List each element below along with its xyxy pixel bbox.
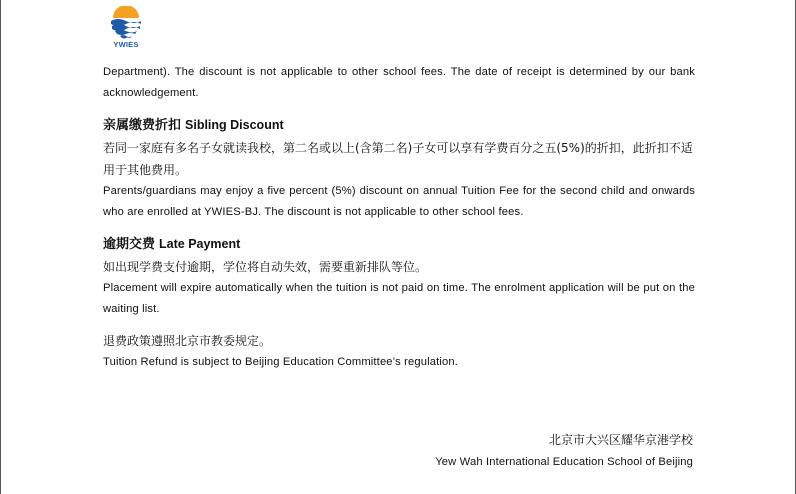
document-body (103, 62, 695, 373)
sibling-discount-heading (103, 114, 695, 137)
late-body-zh: 如出现学费支付逾期，学位将自动失效，需要重新排队等位。 (103, 260, 428, 274)
late-heading-en: Late Payment (159, 237, 241, 251)
signature-name-zh: 北京市大兴区耀华京港学校 (548, 433, 693, 447)
signature-block (435, 429, 693, 473)
school-logo-icon (108, 6, 144, 40)
school-logo (108, 6, 144, 52)
late-payment-heading (103, 233, 695, 256)
logo-text: YWIES (113, 40, 139, 49)
sibling-body-zh: 若同一家庭有多名子女就读我校，第二名或以上(含第二名)子女可以享有学费百分之五(5%)的折扣，此折扣不适用于其他费用。 (103, 141, 693, 177)
refund-body-zh: 退费政策遵照北京市教委规定。 (103, 334, 272, 348)
late-body-en: Placement will expire automatically when the tuition is not paid on time. The enrolment application will be put on the waiting list. (103, 282, 695, 315)
sibling-heading-zh: 亲属缴费折扣 (103, 118, 182, 133)
sibling-body-en: Parents/guardians may enjoy a five percent (5%) discount on annual Tuition Fee for the second child and onwards who are enrolled at YWIES-BJ. The discount is not applicable to other school fees. (103, 185, 695, 218)
sibling-heading-en: Sibling Discount (185, 118, 284, 132)
refund-body-en: Tuition Refund is subject to Beijing Education Committee’s regulation. (103, 356, 459, 368)
intro-paragraph-en: Department). The discount is not applicable to other school fees. The date of receipt is determined by our bank acknowledgement. (103, 66, 695, 99)
late-heading-zh: 逾期交费 (103, 237, 156, 252)
page-border-left (0, 0, 1, 494)
signature-name-en: Yew Wah International Education School of Beijing (435, 456, 693, 468)
